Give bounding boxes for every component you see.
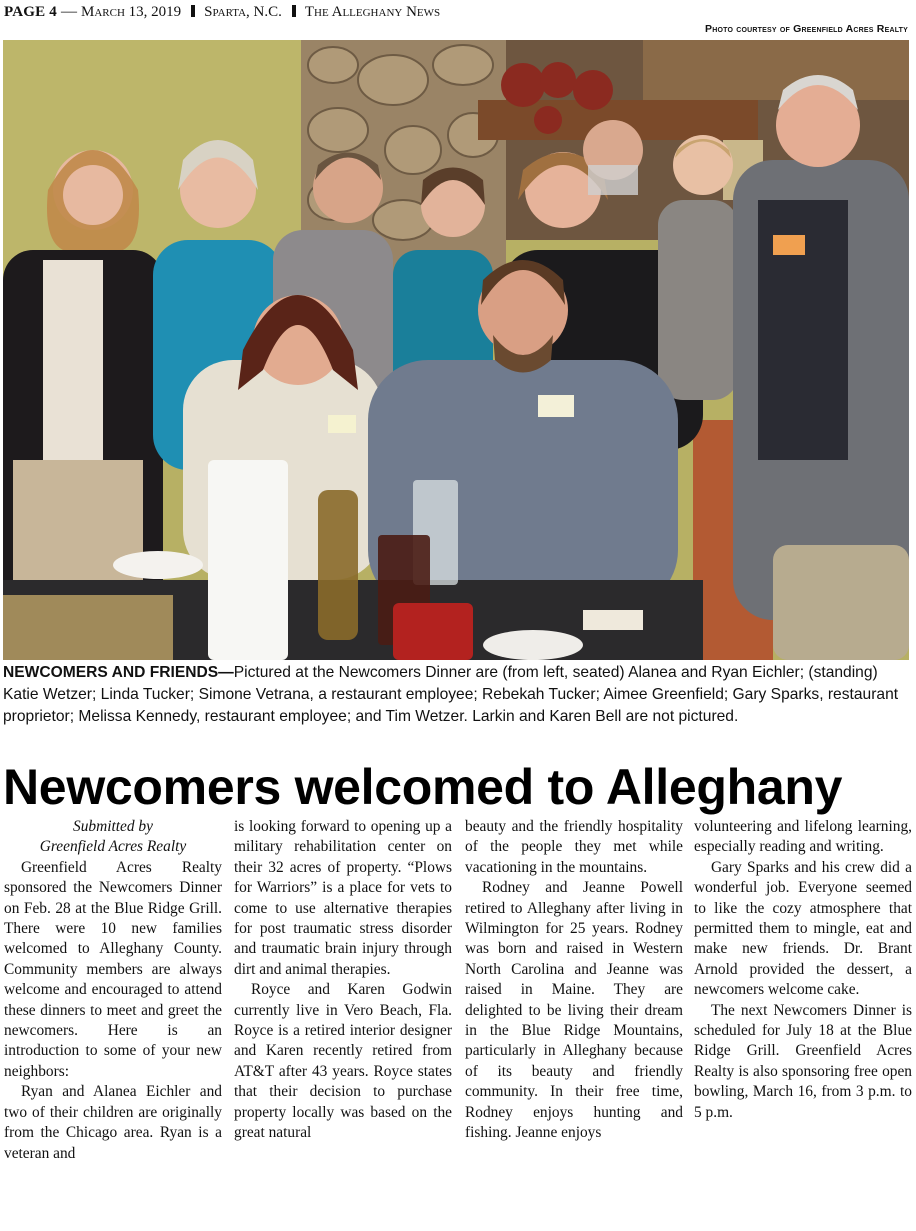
food-tray [3, 595, 173, 660]
article-headline: Newcomers welcomed to Alleghany [3, 759, 843, 815]
group-photo-illustration [3, 40, 909, 660]
caption-lead: NEWCOMERS AND FRIENDS— [3, 664, 234, 681]
byline-submitted: Submitted by [73, 818, 153, 835]
paper-towel-roll [208, 460, 288, 660]
photo-credit: Photo courtesy of Greenfield Acres Realty [705, 23, 908, 35]
article-body [3, 817, 913, 1229]
paragraph: Royce and Karen Godwin currently live in Vero Beach, Fla. Royce is a retired interior designer and Karen recently retired from AT&T after 43 years. Royce states that their decision to purchase property locally was based on the great natural [234, 981, 452, 1142]
bottle [318, 490, 358, 640]
paragraph: is looking forward to opening up a military rehabilitation center on their 32 acres of property. “Plows for Warriors” is a place for vets to come to use alternative therapies for post traumatic stress disorder and traumatic brain injury through dirt and animal therapies. [234, 818, 452, 978]
newspaper-name: The Alleghany News [304, 4, 441, 20]
plate [113, 551, 203, 579]
header-separator [292, 5, 296, 17]
page-number: PAGE 4 [4, 4, 58, 20]
dateline-place: Sparta, N.C. [204, 4, 282, 20]
paragraph: Rodney and Jeanne Powell retired to Alleghany after living in Wilmington for 25 years. Rodney was born and raised in Western North Carolina and Jeanne was raised in Maine. They are delighted to be living their dream in the Blue Ridge Mountains, particularly in Alleghany because of its beauty and friendly community. In their free time, Rodney enjoys hunting and fishing. Jeanne enjoys [465, 879, 683, 1142]
column-1 [4, 817, 222, 1164]
group-photo [3, 40, 909, 660]
header-dash: — [61, 3, 78, 20]
paragraph: volunteering and lifelong learning, especially reading and writing. [694, 818, 912, 856]
header-separator [191, 5, 195, 17]
issue-date: March 13, 2019 [81, 4, 182, 20]
byline-source: Greenfield Acres Realty [39, 838, 187, 856]
chair [773, 545, 909, 660]
page-header [4, 3, 912, 23]
paragraph: beauty and the friendly hospitality of the people they met while vacationing in the mountains. [465, 818, 683, 876]
paragraph: Greenfield Acres Realty sponsored the Newcomers Dinner on Feb. 28 at the Blue Ridge Grill. There were 10 new families welcomed to Alleghany County. Community members are always welcome and encouraged to attend these dinners to meet and greet the newcomers. Here is an introduction to some of your new neighbors: [4, 858, 222, 1080]
photo-caption [3, 662, 909, 728]
caption-text: Pictured at the Newcomers Dinner are (from left, seated) Alanea and Ryan Eichler; (standing) Katie Wetzer; Linda Tucker; Simone Vetrana, a restaurant employee; Rebekah Tucker; Aimee Greenfield; Gary Sparks, restaurant proprietor; Melissa Kennedy, restaurant employee; and Tim Wetzer. Larkin and Karen Bell are not pictured. [3, 664, 899, 725]
column-2 [234, 817, 452, 1144]
red-mug [393, 603, 473, 660]
paragraph: Gary Sparks and his crew did a wonderful job. Everyone seemed to like the cozy atmosphere that permitted them to mingle, eat and make new friends. Dr. Brant Arnold provided the dessert, a newcomers welcome cake. [694, 858, 912, 999]
column-3 [465, 817, 683, 1144]
paragraph: The next Newcomers Dinner is scheduled for July 18 at the Blue Ridge Grill. Greenfield Acres Realty is also sponsoring free open bowling, March 16, from 3 p.m. to 5 p.m. [694, 1001, 912, 1121]
column-4 [694, 817, 912, 1123]
paragraph: Ryan and Alanea Eichler and two of their children are originally from the Chicago area. Ryan is a veteran and [4, 1083, 222, 1162]
